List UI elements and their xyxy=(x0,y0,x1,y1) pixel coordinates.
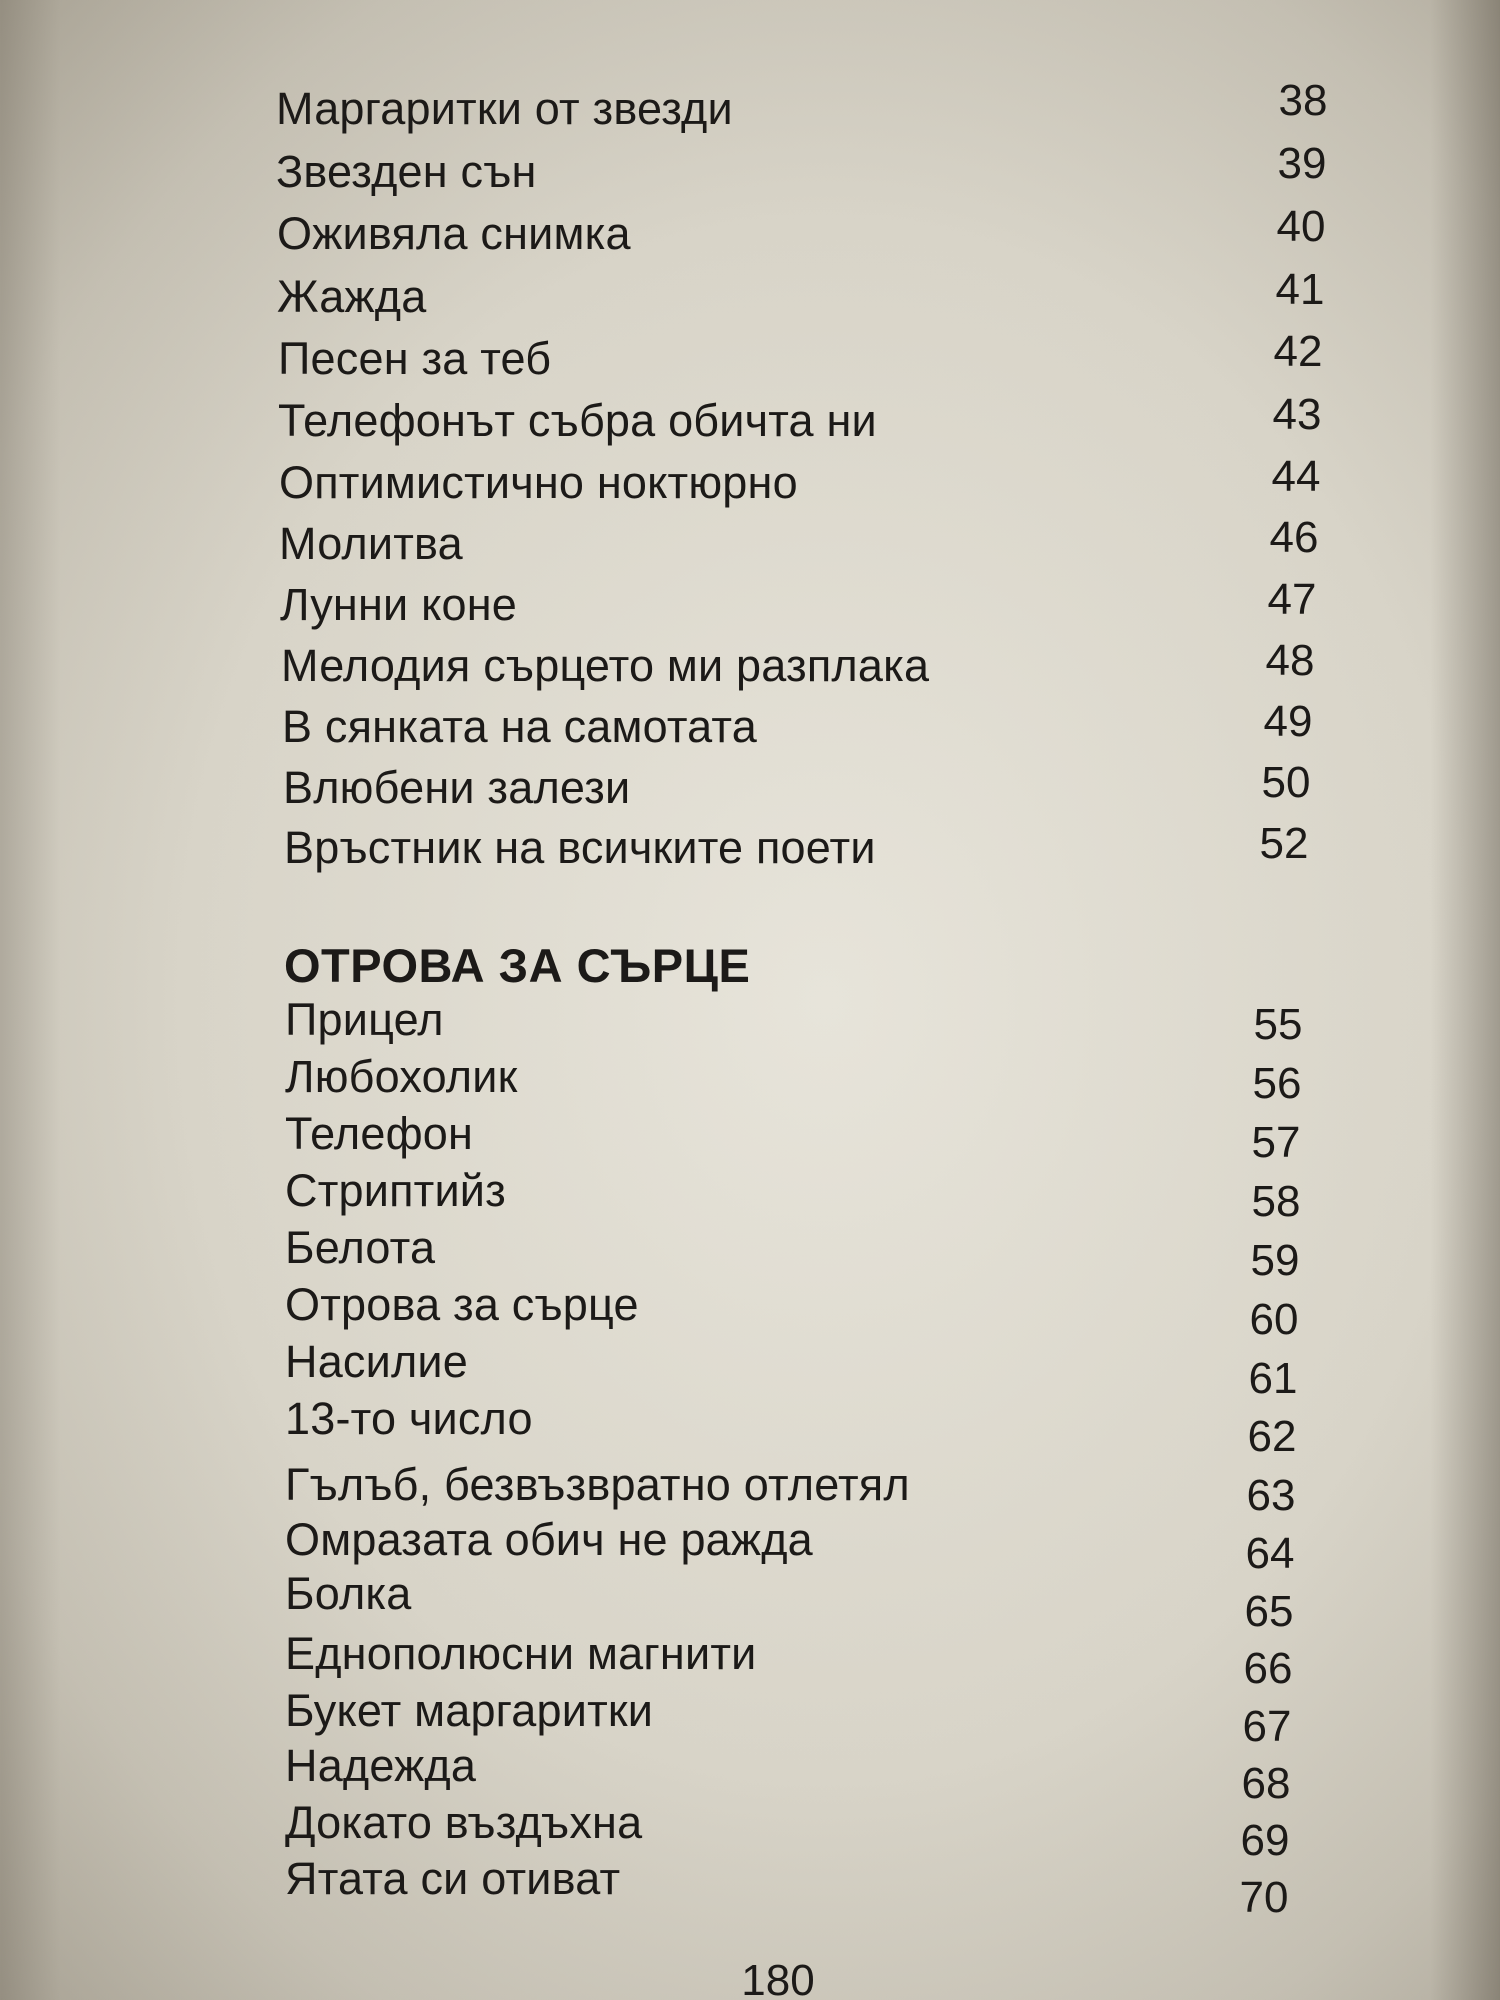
footer-page-number: 180 xyxy=(741,1956,815,2000)
toc-entry-title: Телефонът събра обичта ни xyxy=(278,395,877,446)
toc-entry-title: Ятата си отиват xyxy=(285,1853,621,1904)
toc-entry-title: Мелодия сърцето ми разплака xyxy=(281,640,930,691)
toc-entry-title: Любохолик xyxy=(285,1051,518,1102)
toc-entry-page: 55 xyxy=(1253,1000,1303,1049)
toc-entry-page: 50 xyxy=(1261,758,1311,807)
toc-entry-page: 66 xyxy=(1243,1644,1293,1693)
toc-entry-title: Еднополюсни магнити xyxy=(285,1628,757,1679)
toc-entry-page: 65 xyxy=(1244,1587,1294,1636)
toc-entry-page: 59 xyxy=(1250,1236,1300,1285)
toc-entry-page: 56 xyxy=(1252,1059,1302,1108)
toc-entry-title: Прицел xyxy=(285,994,444,1045)
toc-entry-title: Песен за теб xyxy=(278,333,552,384)
toc-entry-title: Жажда xyxy=(277,271,427,322)
toc-entry-title: Лунни коне xyxy=(280,579,517,630)
toc-entry-title: Телефон xyxy=(285,1108,474,1159)
toc-entry-title: Докато въздъхна xyxy=(285,1797,643,1848)
toc-entry-title: Връстник на всичките поети xyxy=(284,822,876,873)
toc-entry-title: Маргаритки от звезди xyxy=(276,83,733,134)
toc-entry-title: Болка xyxy=(285,1568,412,1619)
toc-entry-title: Молитва xyxy=(279,518,463,569)
toc-entry-page: 68 xyxy=(1241,1759,1291,1808)
toc-entry-title: В сянката на самотата xyxy=(282,701,757,752)
toc-entry-page: 47 xyxy=(1267,575,1317,624)
toc-entry-page: 49 xyxy=(1263,697,1313,746)
section-heading: ОТРОВА ЗА СЪРЦЕ xyxy=(284,939,751,992)
toc-entry-page: 70 xyxy=(1239,1873,1289,1922)
toc-entry-title: Надежда xyxy=(285,1740,477,1791)
toc-entry-title: Влюбени залези xyxy=(283,762,631,813)
toc-entry-page: 42 xyxy=(1273,327,1323,376)
toc-entry-page: 62 xyxy=(1247,1412,1297,1461)
toc-entry-title: Звезден сън xyxy=(276,146,537,197)
toc-entry-page: 69 xyxy=(1240,1816,1290,1865)
toc-entry-title: Насилие xyxy=(285,1336,468,1387)
toc-entry-title: Отрова за сърце xyxy=(285,1279,639,1330)
toc-entry-page: 48 xyxy=(1265,636,1315,685)
toc-entry-page: 57 xyxy=(1251,1118,1301,1167)
toc-entry-page: 58 xyxy=(1251,1177,1301,1226)
toc-entry-page: 46 xyxy=(1269,513,1319,562)
toc-entry-page: 40 xyxy=(1276,202,1326,251)
toc-entry-page: 38 xyxy=(1278,76,1328,125)
toc-entry-title: Букет маргаритки xyxy=(285,1685,654,1736)
toc-entry-page: 44 xyxy=(1271,452,1321,501)
toc-entry-page: 64 xyxy=(1245,1529,1295,1578)
toc-entry-title: 13-то число xyxy=(285,1393,533,1444)
toc-entry-title: Оптимистично ноктюрно xyxy=(279,457,798,508)
toc-entry-page: 61 xyxy=(1248,1354,1298,1403)
toc-entry-page: 52 xyxy=(1259,819,1309,868)
toc-entry-title: Оживяла снимка xyxy=(277,208,631,259)
toc-entry-title: Омразата обич не ражда xyxy=(285,1514,813,1565)
toc-entry-title: Белота xyxy=(285,1222,436,1273)
toc-entry-title: Гълъб, безвъзвратно отлетял xyxy=(285,1459,910,1510)
toc-entry-page: 41 xyxy=(1275,265,1325,314)
toc-entry-title: Стриптийз xyxy=(285,1165,506,1216)
toc-entry-page: 60 xyxy=(1249,1295,1299,1344)
toc-entry-page: 67 xyxy=(1242,1702,1292,1751)
toc-entry-page: 39 xyxy=(1277,139,1327,188)
toc-entry-page: 43 xyxy=(1272,390,1322,439)
toc-entry-page: 63 xyxy=(1246,1471,1296,1520)
